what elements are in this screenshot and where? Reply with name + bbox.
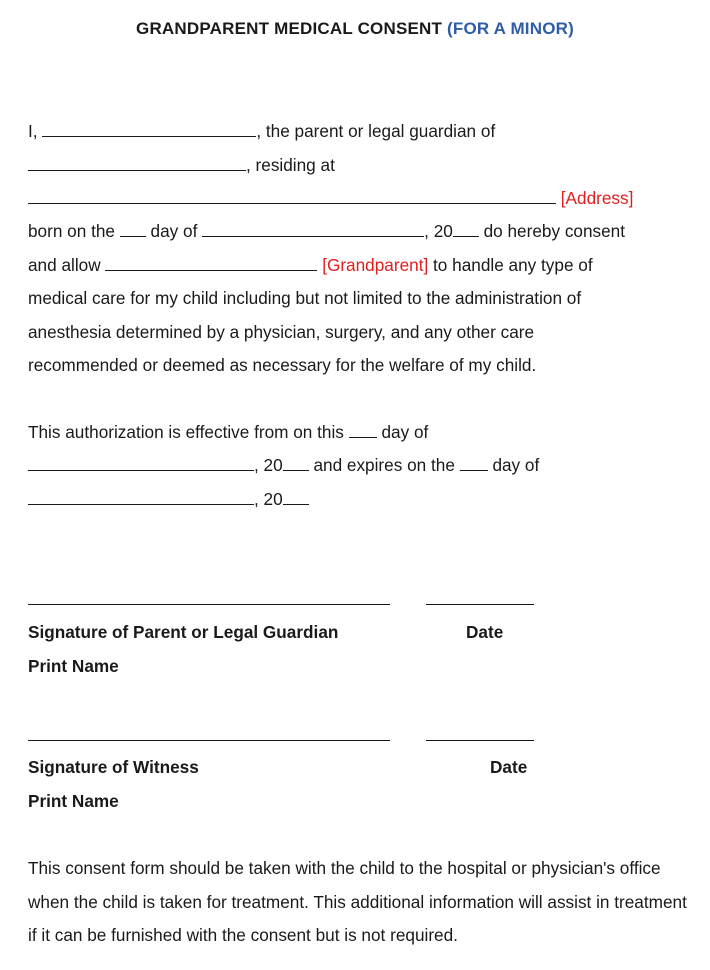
consent-l1-suffix: , the parent or legal guardian of	[256, 121, 496, 141]
consent-line-8: recommended or deemed as necessary for the welfare of my child.	[28, 355, 537, 375]
consent-l4-a: born on the	[28, 221, 115, 241]
title-main: GRANDPARENT MEDICAL CONSENT	[136, 19, 443, 38]
authorization-line-3	[28, 488, 309, 510]
expiry-year-blank[interactable]	[283, 489, 309, 505]
auth-l3-a: , 20	[254, 489, 283, 509]
consent-line-5	[28, 254, 593, 276]
consent-l1-prefix: I,	[28, 121, 38, 141]
expiry-month-blank[interactable]	[28, 489, 254, 505]
authorization-line-2	[28, 454, 539, 476]
parent-print-name-label: Print Name	[28, 656, 119, 676]
title-sub: (FOR A MINOR)	[447, 19, 574, 38]
grandparent-placeholder: [Grandparent]	[322, 255, 429, 275]
auth-l2-a: , 20	[254, 455, 283, 475]
auth-l1-b: day of	[381, 422, 429, 442]
consent-l4-c: , 20	[424, 221, 453, 241]
consent-l5-b: to handle any type of	[433, 255, 593, 275]
effective-day-blank[interactable]	[349, 422, 377, 438]
child-name-blank[interactable]	[28, 155, 246, 171]
consent-line-1	[28, 120, 495, 142]
authorization-line-1	[28, 421, 428, 443]
consent-line-2	[28, 154, 335, 176]
document-title	[0, 19, 710, 39]
witness-print-name-label: Print Name	[28, 791, 119, 811]
parent-signature-line[interactable]	[28, 604, 390, 605]
closing-note: This consent form should be taken with the child to the hospital or physician's office when the child is taken for treatment. This additional information will assist in treatment if it can be furnished with the consent but is not required.	[28, 858, 687, 945]
address-placeholder: [Address]	[560, 188, 634, 208]
auth-l2-b: and expires on the	[313, 455, 455, 475]
consent-line-7: anesthesia determined by a physician, surgery, and any other care	[28, 322, 535, 342]
witness-date-label: Date	[490, 757, 528, 777]
effective-month-blank[interactable]	[28, 455, 254, 471]
parent-date-line[interactable]	[426, 604, 534, 605]
witness-signature-label: Signature of Witness	[28, 757, 199, 777]
birth-month-blank[interactable]	[202, 221, 424, 237]
auth-l2-c: day of	[492, 455, 540, 475]
parent-signature-label: Signature of Parent or Legal Guardian	[28, 622, 339, 642]
witness-date-line[interactable]	[426, 740, 534, 741]
expiry-day-blank[interactable]	[460, 455, 488, 471]
auth-l1-a: This authorization is effective from on this	[28, 422, 344, 442]
consent-l5-a: and allow	[28, 255, 101, 275]
parent-name-blank[interactable]	[42, 121, 256, 137]
effective-year-blank[interactable]	[283, 455, 309, 471]
consent-l4-d: do hereby consent	[483, 221, 626, 241]
parent-date-label: Date	[466, 622, 504, 642]
consent-l4-b: day of	[150, 221, 198, 241]
consent-l2-suffix: , residing at	[246, 155, 335, 175]
consent-line-3	[28, 187, 633, 209]
birth-year-blank[interactable]	[453, 221, 479, 237]
birth-day-blank[interactable]	[120, 221, 146, 237]
witness-signature-line[interactable]	[28, 740, 390, 741]
consent-line-6: medical care for my child including but not limited to the administration of	[28, 288, 582, 308]
grandparent-name-blank[interactable]	[105, 255, 317, 271]
address-blank[interactable]	[28, 188, 556, 204]
consent-line-4	[28, 220, 625, 242]
